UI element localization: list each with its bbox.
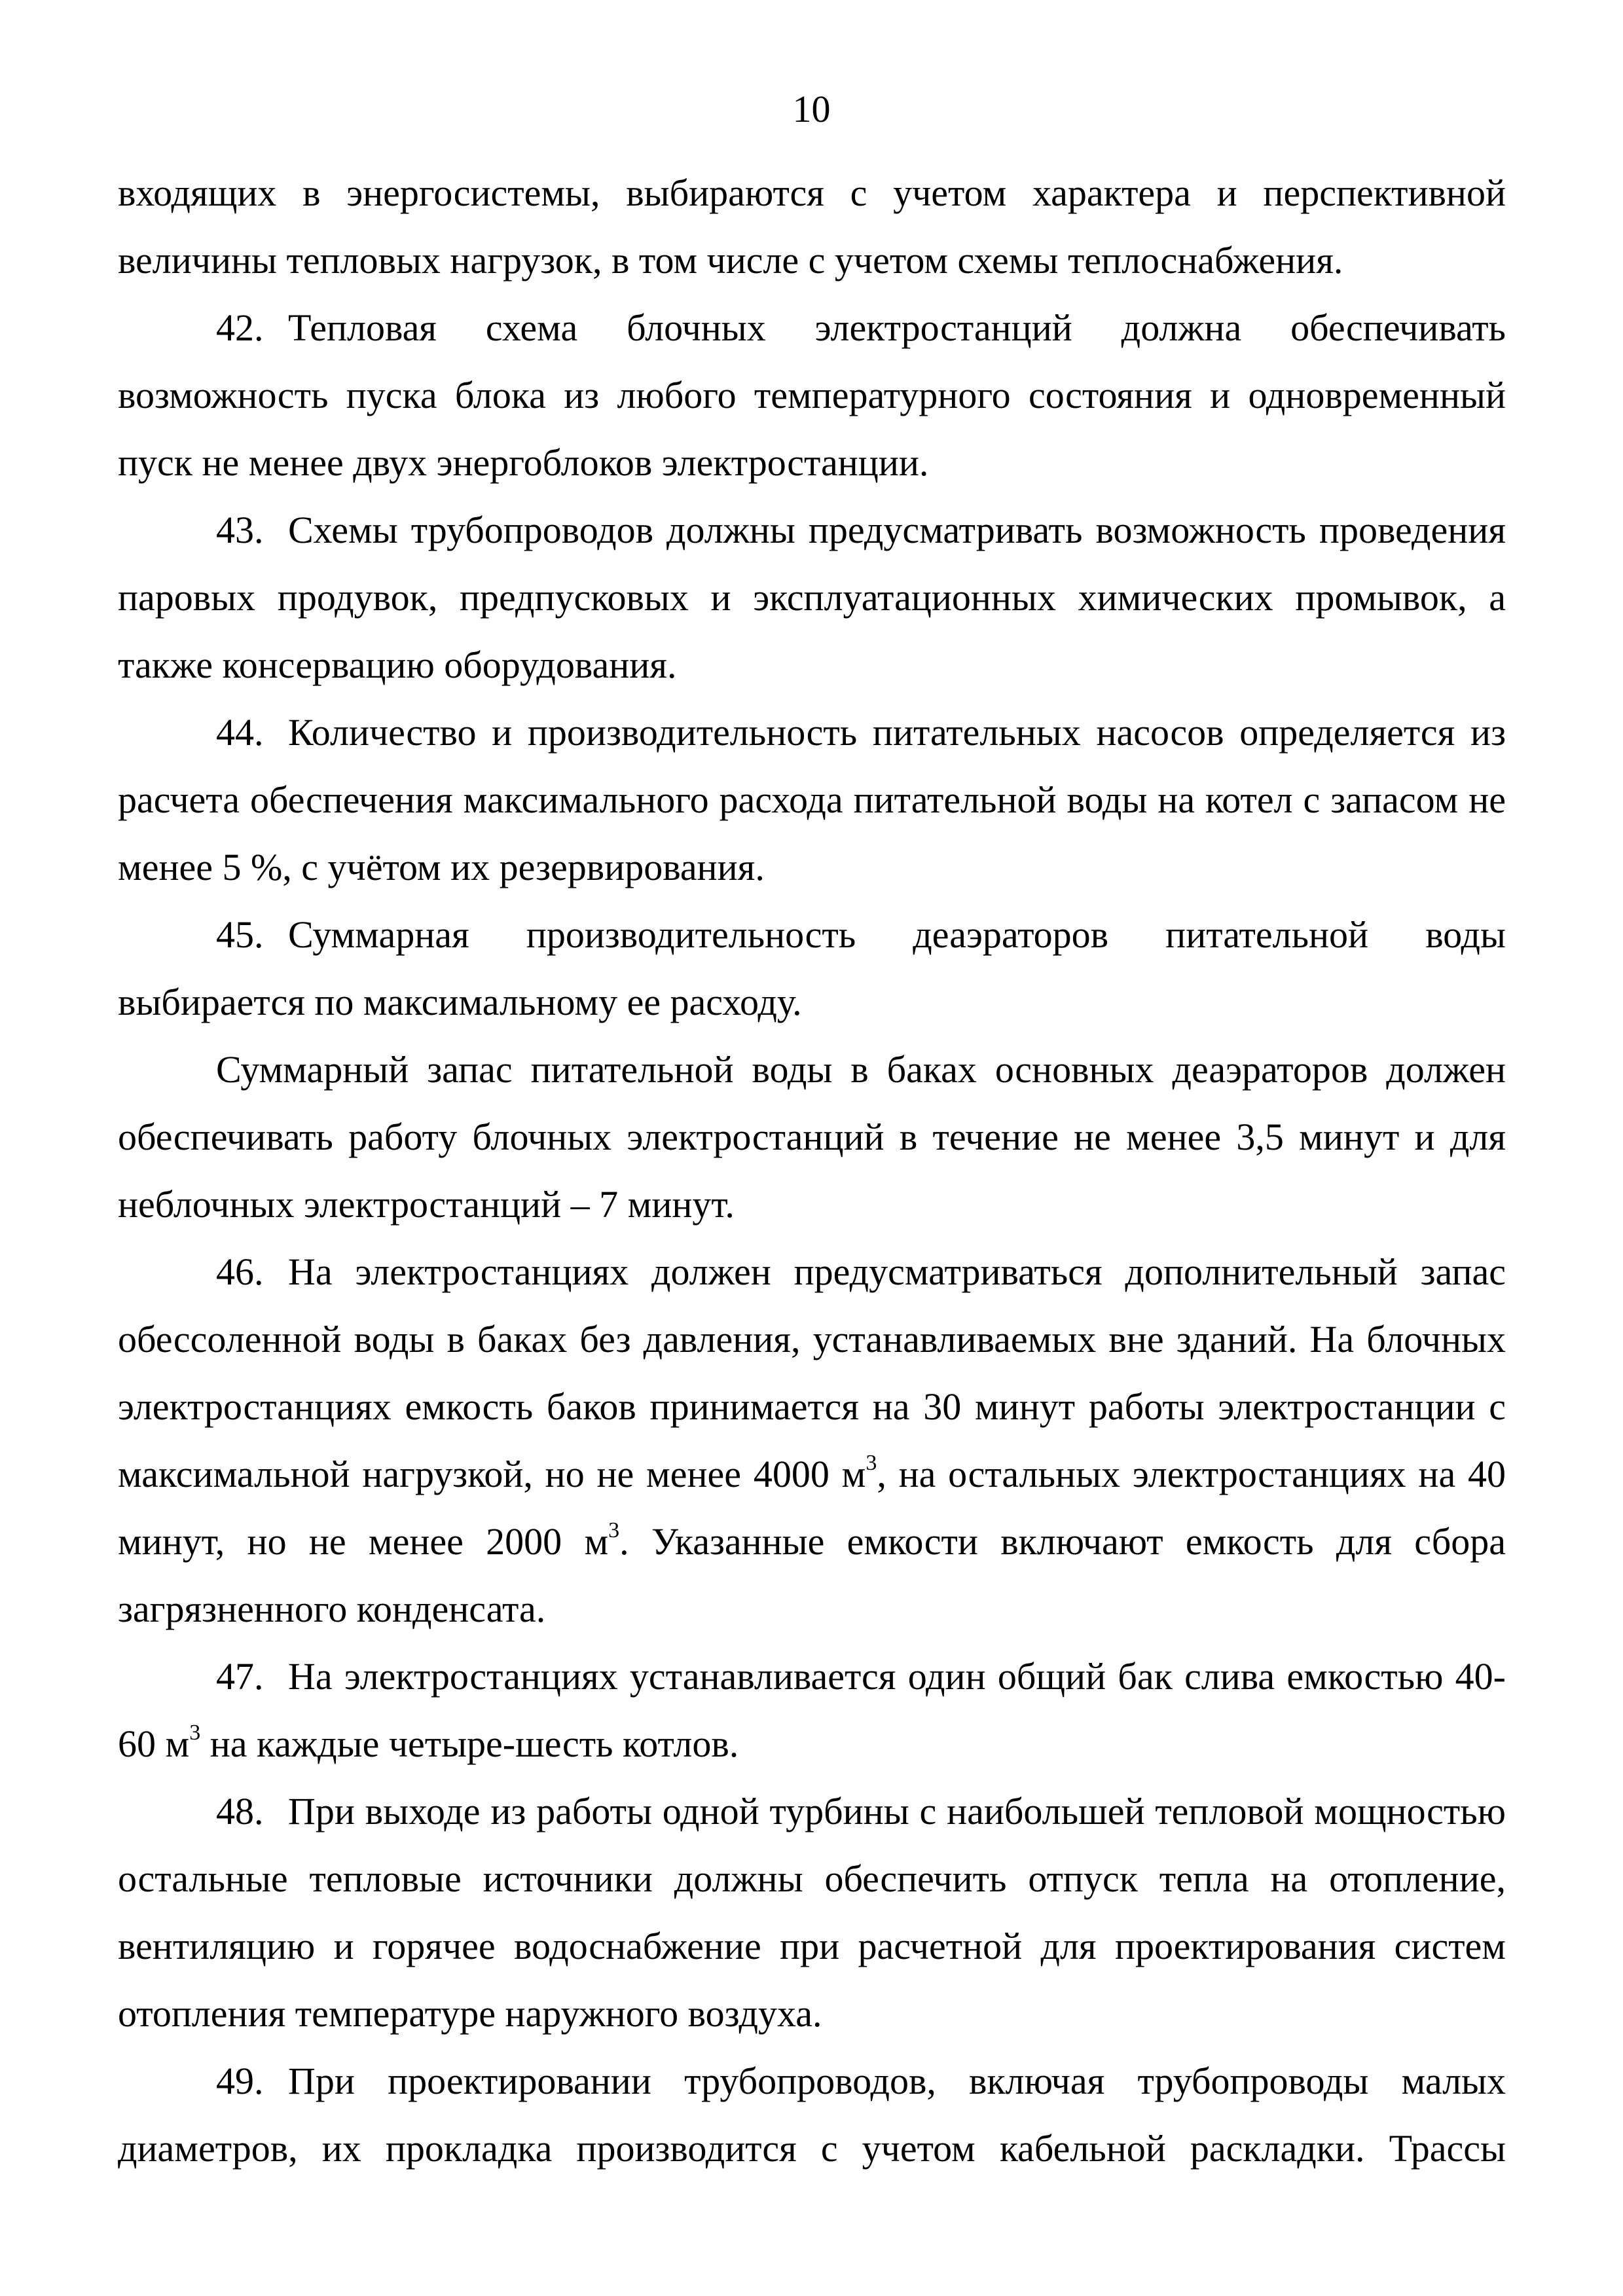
paragraph-text: Тепловая схема блочных электростанций должна обеспечивать возможность пуска блока из любого температурного состояния и одновременный пуск не менее двух энергоблоков электростанции.: [118, 306, 1506, 484]
paragraph-number: 49.: [216, 2060, 264, 2102]
paragraph-text: . Указанные емкости включают емкость для сбора загрязненного конденсата.: [118, 1520, 1506, 1630]
page-number: 10: [792, 88, 831, 130]
superscript: 3: [608, 1518, 620, 1542]
paragraph-number: 45.: [216, 913, 264, 956]
paragraph-text: на каждые четыре-шесть котлов.: [200, 1722, 739, 1765]
paragraph-text: На электростанциях устанавливается один общий бак слива емкостью 40-60 м: [118, 1655, 1506, 1765]
paragraph-text: На электростанциях должен предусматриваться дополнительный запас обессоленной воды в баках без давления, устанавливаемых вне зданий. На блочных электростанциях емкость баков принимается на 30 минут работы электростанции с максимальной нагрузкой, но не менее 4000 м: [118, 1250, 1506, 1495]
superscript: 3: [866, 1451, 877, 1475]
paragraph-text: Суммарная производительность деаэраторов питательной воды выбирается по максимальному ее расходу.: [118, 913, 1506, 1023]
paragraph-text: , на остальных электростанциях на 40 минут, но не менее 2000 м: [118, 1453, 1506, 1563]
paragraph-47: [118, 1643, 1506, 1777]
paragraph-42: [118, 294, 1506, 496]
document-body: [118, 159, 1506, 2182]
paragraph-number: 48.: [216, 1790, 264, 1832]
paragraph-number: 44.: [216, 711, 264, 754]
paragraph-49: [118, 2047, 1506, 2182]
paragraph-text: входящих в энергосистемы, выбираются с учетом характера и перспективной величины тепловых нагрузок, в том числе с учетом схемы теплоснабжения.: [118, 172, 1506, 282]
paragraph-text: Схемы трубопроводов должны предусматривать возможность проведения паровых продувок, предпусковых и эксплуатационных химических промывок, а также консервацию оборудования.: [118, 509, 1506, 686]
paragraph-45-continued: [118, 1036, 1506, 1238]
paragraph-number: 47.: [216, 1655, 264, 1698]
paragraph-text: Количество и производительность питательных насосов определяется из расчета обеспечения максимального расхода питательной воды на котел с запасом не менее 5 %, с учётом их резервирования.: [118, 711, 1506, 888]
paragraph-45: [118, 901, 1506, 1036]
paragraph-43: [118, 496, 1506, 699]
paragraph-text: Суммарный запас питательной воды в баках основных деаэраторов должен обеспечивать работу блочных электростанций в течение не менее 3,5 минут и для неблочных электростанций – 7 минут.: [118, 1048, 1506, 1226]
paragraph-44: [118, 699, 1506, 901]
paragraph-text: При выходе из работы одной турбины с наибольшей тепловой мощностью остальные тепловые источники должны обеспечить отпуск тепла на отопление, вентиляцию и горячее водоснабжение при расчетной для проектирования систем отопления температуре наружного воздуха.: [118, 1790, 1506, 2035]
paragraph-46: [118, 1238, 1506, 1643]
paragraph-number: 42.: [216, 306, 264, 349]
paragraph-number: 43.: [216, 509, 264, 551]
paragraph-text: При проектировании трубопроводов, включая трубопроводы малых диаметров, их прокладка производится с учетом кабельной раскладки. Трассы: [118, 2060, 1506, 2170]
paragraph-48: [118, 1777, 1506, 2047]
paragraph-number: 46.: [216, 1250, 264, 1293]
paragraph-continuation: [118, 159, 1506, 294]
superscript: 3: [189, 1721, 201, 1745]
